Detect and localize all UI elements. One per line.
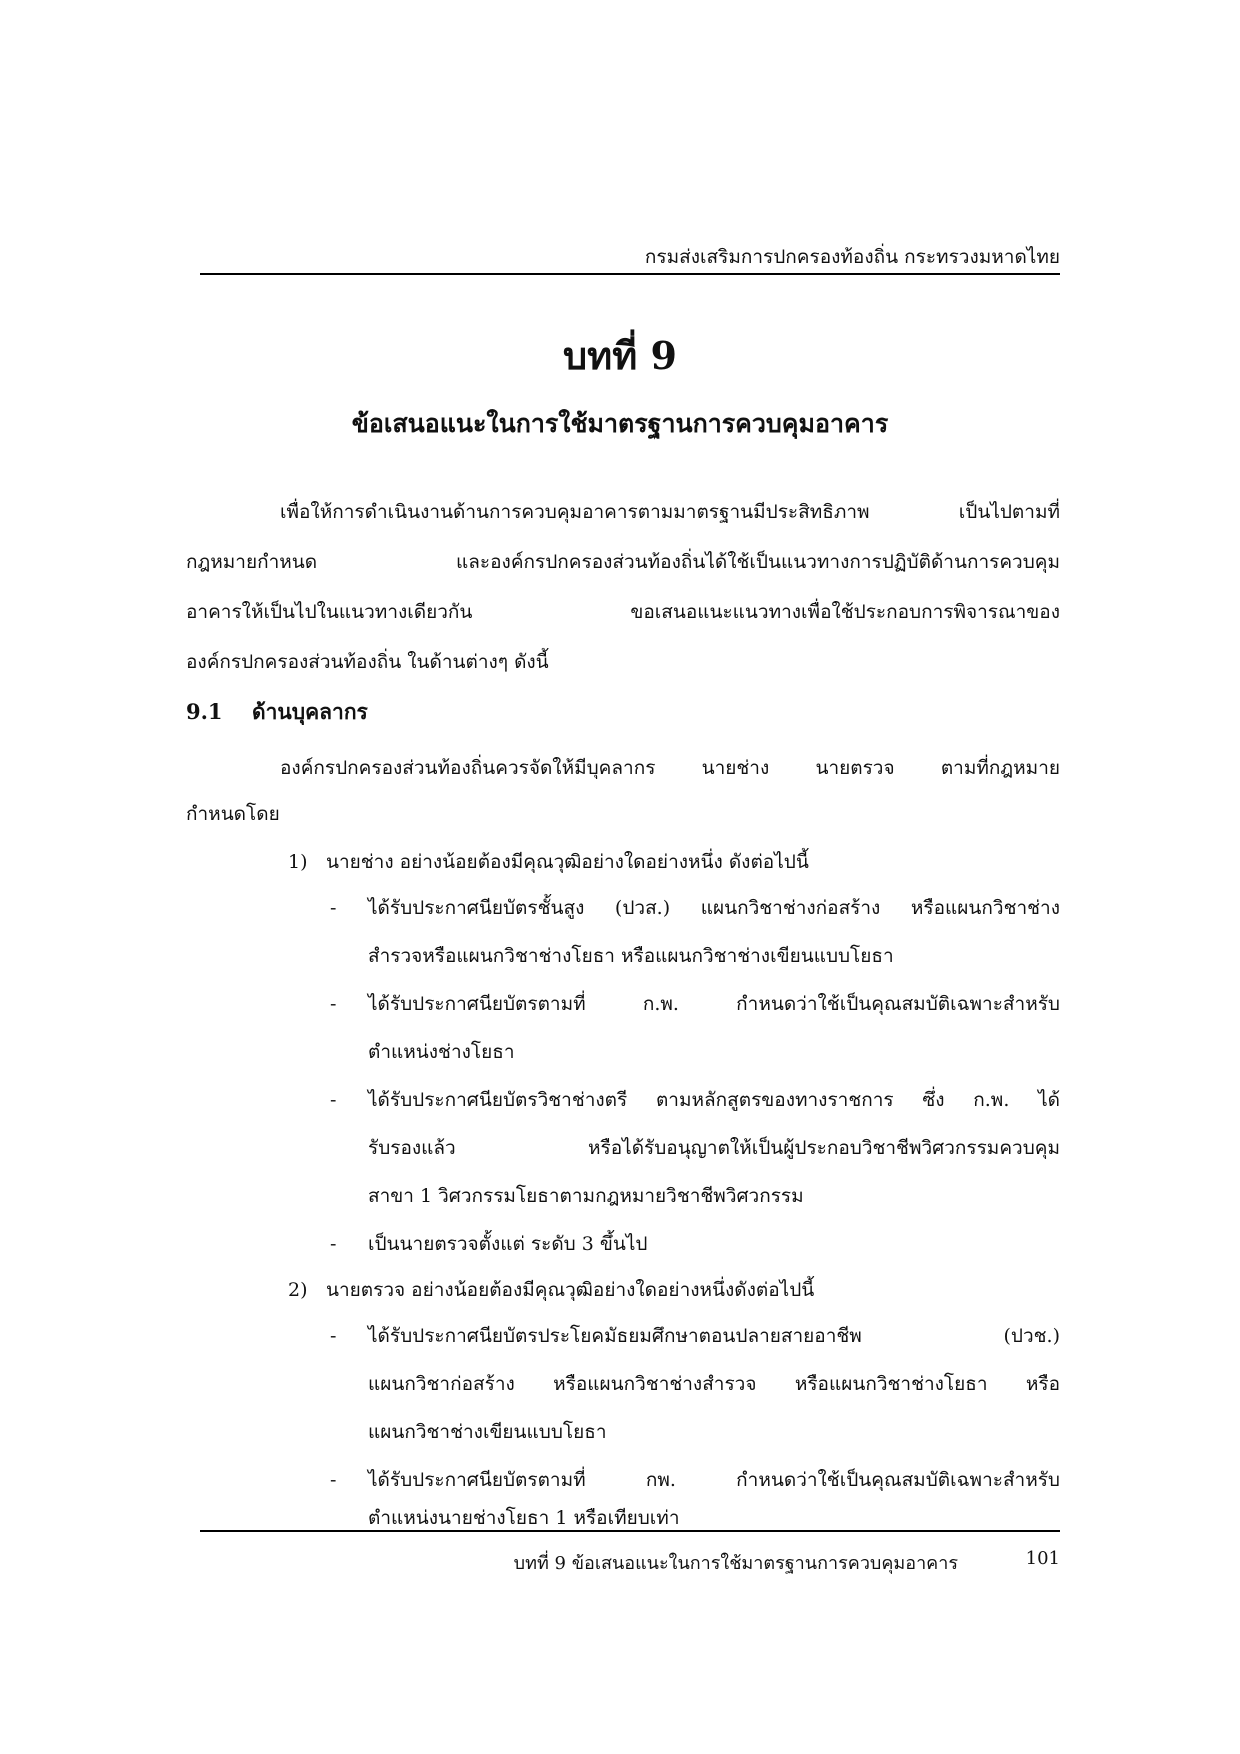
bullet-line: เป็นนายตรวจตั้งแต่ ระดับ 3 ขึ้นไป bbox=[368, 1233, 648, 1255]
bullet-dash: - bbox=[330, 1233, 337, 1255]
bullet-line: ได้รับประกาศนียบัตรตามที่ กพ. กำหนดว่าใช้เป็นคุณสมบัติเฉพาะสำหรับ bbox=[368, 1469, 1060, 1491]
list-item-number: 2) bbox=[288, 1279, 308, 1301]
bullet-line: ได้รับประกาศนียบัตรชั้นสูง (ปวส.) แผนกวิชาช่างก่อสร้าง หรือแผนกวิชาช่าง bbox=[368, 897, 1060, 919]
footer-divider bbox=[200, 1530, 1060, 1532]
section-number: 9.1 bbox=[186, 699, 223, 724]
chapter-title: บทที่ 9 bbox=[563, 333, 677, 378]
intro-line: องค์กรปกครองส่วนท้องถิ่น ในด้านต่างๆ ดังนี้ bbox=[186, 651, 549, 673]
bullet-line: รับรองแล้ว หรือได้รับอนุญาตให้เป็นผู้ประกอบวิชาชีพวิศวกรรมควบคุม bbox=[368, 1137, 1060, 1159]
intro-line: อาคารให้เป็นไปในแนวทางเดียวกัน ขอเสนอแนะแนวทางเพื่อใช้ประกอบการพิจารณาของ bbox=[186, 601, 1060, 623]
section-intro-line: กำหนดโดย bbox=[186, 803, 280, 825]
bullet-line: ตำแหน่งช่างโยธา bbox=[368, 1041, 515, 1063]
running-footer: บทที่ 9 ข้อเสนอแนะในการใช้มาตรฐานการควบคุมอาคาร bbox=[513, 1553, 958, 1574]
bullet-line: ได้รับประกาศนียบัตรตามที่ ก.พ. กำหนดว่าใช้เป็นคุณสมบัติเฉพาะสำหรับ bbox=[368, 993, 1060, 1015]
running-header: กรมส่งเสริมการปกครองท้องถิ่น กระทรวงมหาดไทย bbox=[644, 246, 1060, 268]
bullet-dash: - bbox=[330, 1469, 337, 1491]
list-item-text: นายช่าง อย่างน้อยต้องมีคุณวุฒิอย่างใดอย่างหนึ่ง ดังต่อไปนี้ bbox=[326, 851, 809, 873]
section-intro-line: องค์กรปกครองส่วนท้องถิ่นควรจัดให้มีบุคลากร นายช่าง นายตรวจ ตามที่กฎหมาย bbox=[280, 757, 1060, 779]
bullet-dash: - bbox=[330, 897, 337, 919]
bullet-line: ได้รับประกาศนียบัตรวิชาช่างตรี ตามหลักสูตรของทางราชการ ซึ่ง ก.พ. ได้ bbox=[368, 1089, 1060, 1111]
page-number: 101 bbox=[1025, 1548, 1060, 1569]
bullet-line: ได้รับประกาศนียบัตรประโยคมัธยมศึกษาตอนปลายสายอาชีพ (ปวช.) bbox=[368, 1325, 1060, 1347]
intro-line: เพื่อให้การดำเนินงานด้านการควบคุมอาคารตามมาตรฐานมีประสิทธิภาพ เป็นไปตามที่ bbox=[280, 501, 1060, 523]
list-item-text: นายตรวจ อย่างน้อยต้องมีคุณวุฒิอย่างใดอย่างหนึ่งดังต่อไปนี้ bbox=[326, 1279, 815, 1301]
bullet-line: ตำแหน่งนายช่างโยธา 1 หรือเทียบเท่า bbox=[368, 1507, 680, 1529]
list-item-number: 1) bbox=[288, 851, 308, 873]
section-title: ด้านบุคลากร bbox=[252, 699, 368, 724]
bullet-line: แผนกวิชาช่างเขียนแบบโยธา bbox=[368, 1421, 607, 1443]
intro-line: กฎหมายกำหนด และองค์กรปกครองส่วนท้องถิ่นได้ใช้เป็นแนวทางการปฏิบัติด้านการควบคุม bbox=[186, 551, 1060, 573]
chapter-subtitle: ข้อเสนอแนะในการใช้มาตรฐานการควบคุมอาคาร bbox=[351, 409, 889, 438]
bullet-dash: - bbox=[330, 993, 337, 1015]
bullet-line: แผนกวิชาก่อสร้าง หรือแผนกวิชาช่างสำรวจ หรือแผนกวิชาช่างโยธา หรือ bbox=[368, 1373, 1060, 1395]
bullet-dash: - bbox=[330, 1089, 337, 1111]
header-divider bbox=[200, 273, 1060, 275]
bullet-line: สาขา 1 วิศวกรรมโยธาตามกฎหมายวิชาชีพวิศวกรรม bbox=[368, 1185, 804, 1207]
bullet-dash: - bbox=[330, 1325, 337, 1347]
bullet-line: สำรวจหรือแผนกวิชาช่างโยธา หรือแผนกวิชาช่างเขียนแบบโยธา bbox=[368, 945, 894, 967]
section-heading bbox=[186, 696, 368, 729]
